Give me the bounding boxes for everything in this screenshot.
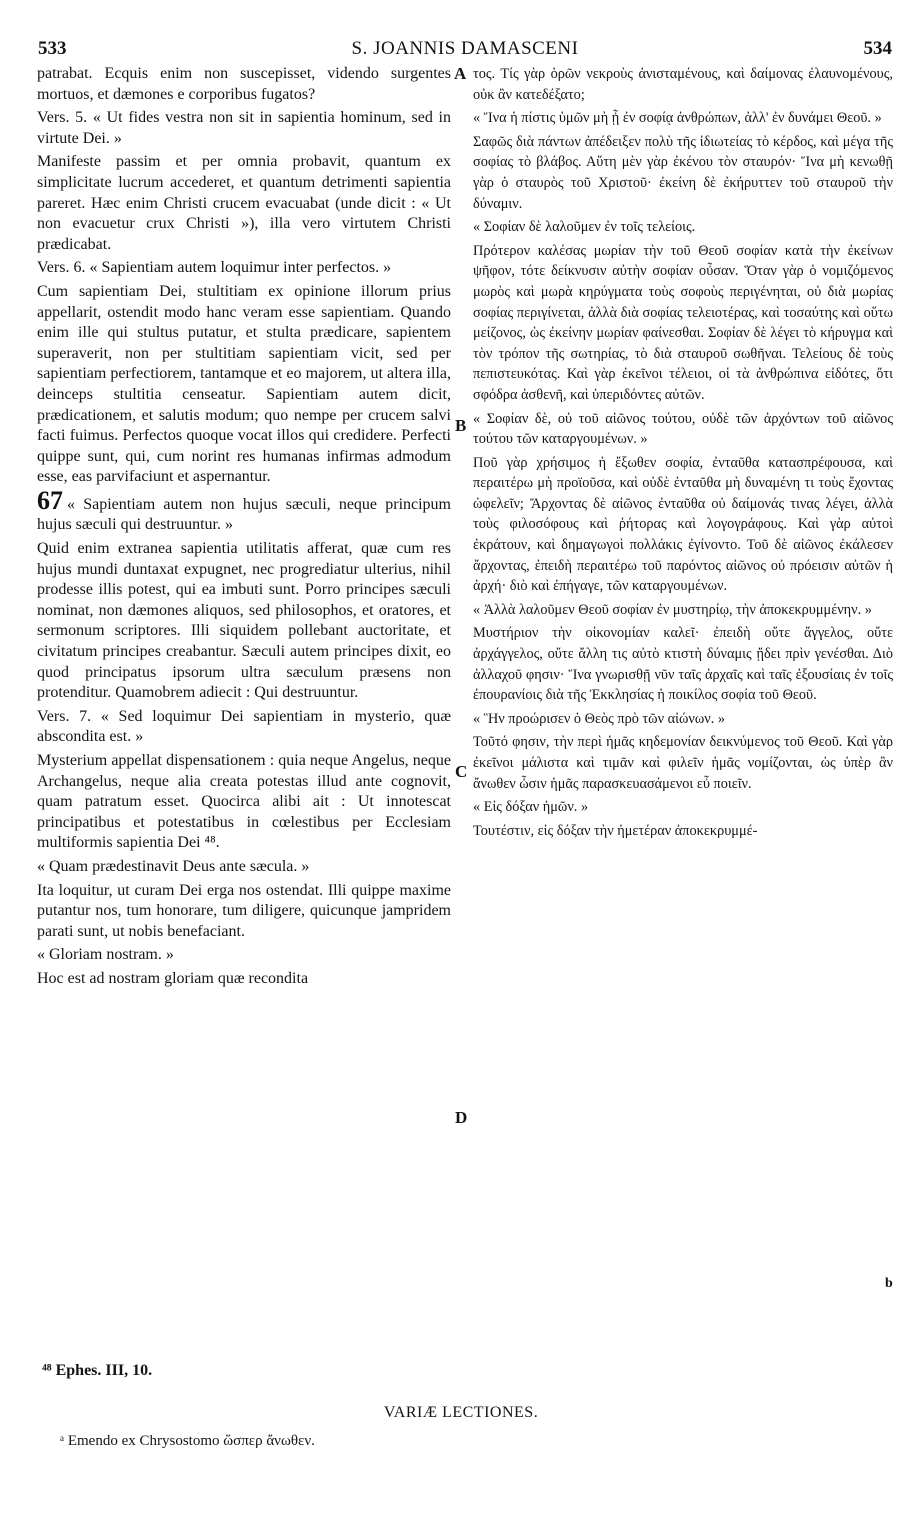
- margin-letter-d: D: [455, 1108, 468, 1127]
- greek-paragraph: Μυστήριον τὴν οἰκονομίαν καλεῖ· ἐπειδὴ οὔτε ἄγγελος, οὔτε ἀρχάγγελος, οὔτε ἄλλη τις αὐτὸ κτιστὴ δύναμις ᾔδει πρὶν γενέσθαι. Διὸ ἀλλαχοῦ φησιν· Ἵνα γνωρισθῇ νῦν ταῖς ἀρχαῖς καὶ ταῖς ἐξουσίαις ἐν τοῖς ἐπουρανίοις διὰ τῆς Ἐκκλησίας ἡ ποικίλος σοφία τοῦ Θεοῦ.: [473, 625, 893, 704]
- latin-verse-heading: Vers. 5. « Ut fides vestra non sit in sapientia hominum, sed in virtute Dei. »: [37, 109, 451, 147]
- variant-reading-note: ᵃ Emendo ex Chrysostomo ὥσπερ ἄνωθεν.: [60, 1433, 315, 1449]
- latin-verse-heading: Vers. 6. « Sapientiam autem loquimur inter perfectos. »: [37, 259, 392, 277]
- greek-verse-heading: « Εἰς δόξαν ἡμῶν. »: [473, 799, 589, 816]
- latin-paragraph: Cum sapientiam Dei, stultitiam ex opinione illorum prius appellarit, ostendit modo hanc veram esse sapientiam. Quando enim ille qui stultus putatur, et stulta prædicare, sapientem superaverit, non per stultitiam sapientiam vicit, sed per sapientiam perfectiorem, tantamque et eo majorem, ut altera illa, deinceps stultitia censeatur. Sapientiam autem dicit, prædicationem, et salutis modum; quo nempe per crucem salvi facti fuimus. Perfectos quoque vocat illos qui credidere. Perfecti quippe sunt, qui, cum norint res humanas infirmas admodum esse, eas parvifaciunt et aspernantur.: [37, 282, 451, 486]
- margin-letter-a: A: [454, 64, 467, 83]
- latin-paragraph: Mysterium appellat dispensationem : quia neque Angelus, neque Archangelus, neque alia creata potestas illud ante cognovit, quam patratum esset. Quocirca alibi ait : Ut innotescat principatibus et potestatibus in cœlestibus per Ecclesiam multiformis sapientia Dei ⁴⁸.: [37, 752, 451, 852]
- margin-letter-b: B: [455, 416, 467, 435]
- running-title: S. JOANNIS DAMASCENI: [351, 38, 579, 59]
- latin-paragraph: Ita loquitur, ut curam Dei erga nos ostendat. Illi quippe maxime putantur nos, tum honorare, tum diligere, quicunque jampridem parati sunt, ut nobis benefaciant.: [37, 881, 451, 940]
- greek-verse-heading: « Σοφίαν δὲ, οὐ τοῦ αἰῶνος τούτου, οὐδὲ τῶν ἀρχόντων τοῦ αἰῶνος τούτου τῶν καταργουμένων. »: [473, 410, 893, 448]
- greek-column: [473, 64, 893, 844]
- latin-paragraph: Manifeste passim et per omnia probavit, quantum ex simplicitate lucrum accederet, et quantum detrimenti sapientia pareret. Hæc enim Christi crucem evacuabat (unde dicit : « Ut non evacuetur crux Christi »), illa vero virtutem Christi prædicabat.: [37, 153, 451, 253]
- greek-verse-heading: « Ἣν προώρισεν ὁ Θεὸς πρὸ τῶν αἰώνων. »: [473, 710, 726, 727]
- latin-verse-heading: 67 « Sapientiam autem non hujus sæculi, neque principum hujus sæculi qui destruuntur. »: [37, 485, 451, 534]
- page-number-left: 533: [38, 38, 67, 59]
- latin-paragraph: Quid enim extranea sapientia utilitatis afferat, quæ cum res hujus mundi duntaxat expugnet, nec progrediatur ulterius, nihil prodesse illis potest, qui ea imbuti sunt. Porro principes sæculi nominat, non dæmones aliquos, sed philosophos, et oratores, et sermonum scriptores. Illi siquidem pollebant auctoritate, et civitatum principes creabantur. Sæculi autem principes dixit, eo quod principatus ipsorum ultra sæculum præsens non protenditur. Quamobrem adiecit : Qui destruuntur.: [37, 540, 451, 702]
- margin-letter-c: C: [455, 762, 468, 781]
- greek-verse-heading: « Σοφίαν δὲ λαλοῦμεν ἐν τοῖς τελείοις.: [473, 219, 696, 236]
- greek-verse-heading: « Ἀλλὰ λαλοῦμεν Θεοῦ σοφίαν ἐν μυστηρίῳ, τὴν ἀποκεκρυμμένην. »: [473, 601, 872, 618]
- latin-verse-heading: Vers. 7. « Sed loquimur Dei sapientiam in mysterio, quæ abscondita est. »: [37, 707, 451, 746]
- greek-paragraph: Σαφῶς διὰ πάντων ἀπέδειξεν πολὺ τῆς ἰδιωτείας τὸ κέρδος, καὶ μέγα τῆς σοφίας τὸ βλάβος. Αὕτη μὲν γὰρ ἐκένου τὸν σταυρόν· Ἵνα μὴ κενωθῇ γὰρ ὁ σταυρὸς τοῦ Χριστοῦ· ἐκείνη δὲ ἐκήρυττεν τοῦ σταυροῦ τὴν δύναμιν.: [473, 133, 893, 212]
- greek-paragraph: Ποῦ γὰρ χρήσιμος ἡ ἔξωθεν σοφία, ἐνταῦθα κατασπρέφουσα, καὶ περαιτέρω μὴ προϊοῦσα, καὶ οὐδὲ ἐνταῦθα μὴ δυναμένη τι τοὺς ἔχοντας ὠφελεῖν; Ἄρχοντας δὲ αἰῶνος ἐνταῦθα οὐ δαίμονάς τινας λέγει, ἀλλὰ τοὺς φιλοσόφους καὶ ῥήτορας καὶ λογογράφους. Καὶ γὰρ αὐτοὶ ἐκράτουν, καὶ δημαγωγοὶ πολλάκις ἐγίνοντο. Τοῦ δὲ αἰῶνος ἐκάλεσεν ἄρχοντας, ἐπειδὴ περαιτέρω τοῦ παρόντος αἰῶνος οὐ πρόεισιν αὐτῶν ἡ ἀρχή· διὸ καὶ ἐπήγαγε, τῶν καταργουμένων.: [473, 454, 893, 595]
- latin-column: [37, 64, 451, 993]
- latin-paragraph: patrabat. Ecquis enim non suscepisset, videndo surgentes mortuos, et dæmones e corporibus fugatos?: [37, 65, 451, 103]
- greek-paragraph: τος. Τίς γὰρ ὁρῶν νεκροὺς ἀνισταμένους, καὶ δαίμονας ἐλαυνομένους, οὐκ ἂν κατεδέξατο;: [473, 66, 893, 103]
- variae-lectiones-heading: VARIÆ LECTIONES.: [383, 1404, 539, 1421]
- page-header: [38, 38, 892, 66]
- greek-paragraph: Τοῦτό φησιν, τὴν περὶ ἡμᾶς κηδεμονίαν δεικνύμενος τοῦ Θεοῦ. Καὶ γὰρ ἐκεῖνοι μάλιστα καὶ τιμᾶν καὶ φιλεῖν ἡμᾶς νομίζονται, ὡς ὑπὲρ ἂν ἄνωθεν ὦσιν ἡμᾶς παρασκευασάμενοι εὖ ποιεῖν.: [473, 734, 893, 792]
- page-number-right: 534: [863, 38, 892, 59]
- column-number: 67: [37, 485, 63, 515]
- footnote: ⁴⁸ Ephes. III, 10.: [42, 1362, 153, 1379]
- latin-paragraph: Hoc est ad nostram gloriam quæ recondita: [37, 969, 309, 987]
- greek-verse-heading: « Ἵνα ἡ πίστις ὑμῶν μὴ ᾖ ἐν σοφίᾳ ἀνθρώπων, ἀλλ' ἐν δυνάμει Θεοῦ. »: [473, 110, 882, 127]
- greek-paragraph: Τουτέστιν, εἰς δόξαν τὴν ἡμετέραν ἀποκεκρυμμέ-: [473, 822, 758, 839]
- latin-verse-heading: « Gloriam nostram. »: [37, 946, 174, 964]
- latin-verse-heading: « Quam prædestinavit Deus ante sæcula. »: [37, 857, 310, 875]
- greek-paragraph: Πρότερον καλέσας μωρίαν τὴν τοῦ Θεοῦ σοφίαν κατὰ τὴν ἐκείνων ψῆφον, τότε δείκνυσιν αὐτὴν σοφίαν οὖσαν. Ὅταν γὰρ ὁ νομιζόμενος μωρὸς καὶ μωρὰ κηρύγματα τοὺς σοφοὺς περιγένηται, οὐ διὰ μωρίας σοφίας περιγίνεται, ἀλλὰ διὰ σοφίας τελειοτέρας, καὶ τοσαύτης καὶ οὕτω μείζονος, ὡς ἐκείνην μωρίαν φαίνεσθαι. Σοφίαν δὲ λέγει τὸ κήρυγμα καὶ τὸν τρόπον τῆς σωτηρίας, τὸ διὰ σταυροῦ σωθῆναι. Τελείους δὲ τοὺς πεπιστευκότας. Καὶ γὰρ ἐκεῖνοι τέλειοι, οἱ τὰ ἀνθρώπινα εἰδότες, ὅτι σφόδρα ἀσθενῆ, καὶ ὑπεριδόντες αὐτῶν.: [473, 242, 893, 403]
- margin-letter-b-small: b: [885, 1276, 893, 1291]
